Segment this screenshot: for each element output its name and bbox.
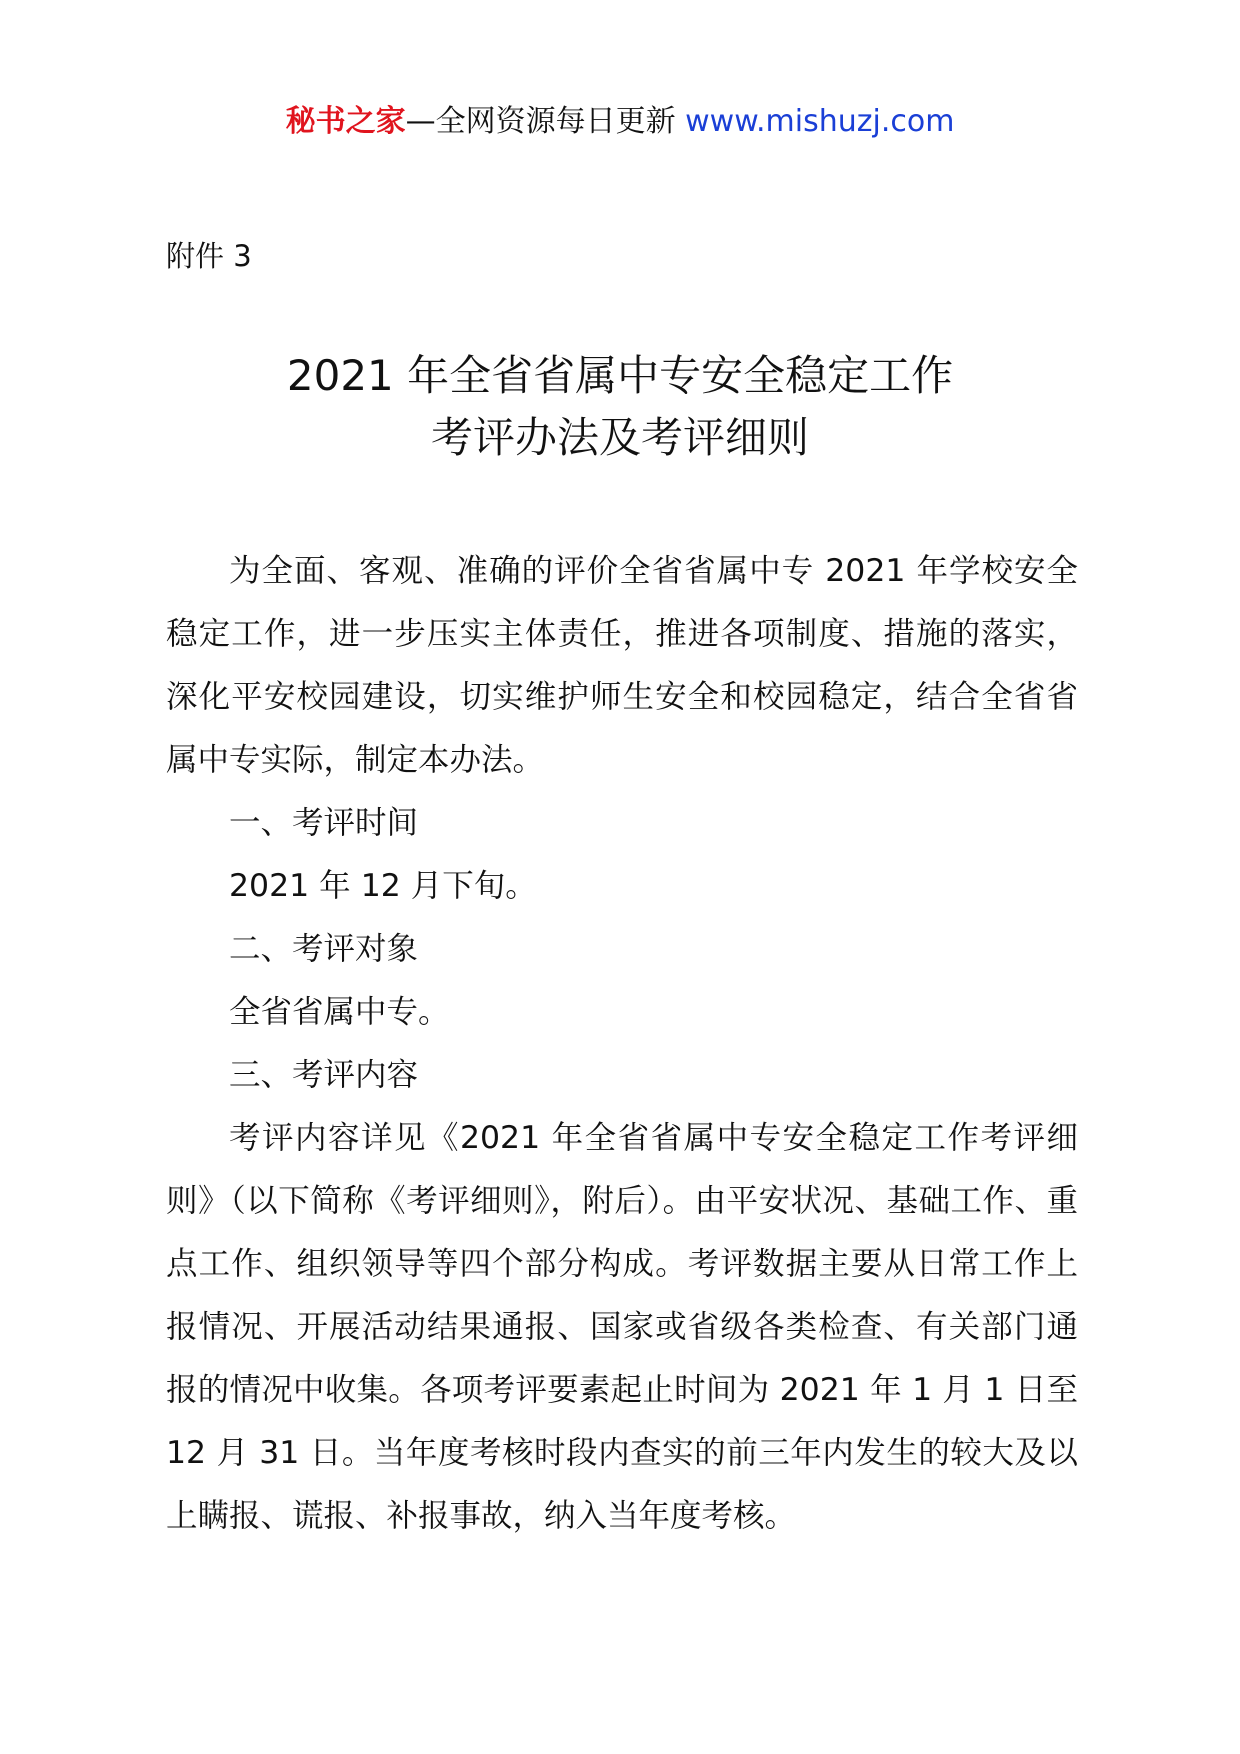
site-brand: 秘书之家 [285,104,406,139]
section-text-content: 考评内容详见《2021 年全省省属中专安全稳定工作考评细则》（以下简称《考评细则》，附后）。由平安状况、基础工作、重点工作、组织领导等四个部分构成。考评数据主要从日常工作上报情况、开展活动结果通报、国家或省级各类检查、有关部门通报的情况中收集。各项考评要素起止时间为 2021 年 1 月 1 日至 12 月 31 日。当年度考核时段内查实的前三年内发生的较大及以上瞒报、谎报、补报事故，纳入当年度考核。 [166,1120,1078,1534]
document-body [166,540,1078,1548]
site-slogan: —全网资源每日更新 [405,104,676,139]
attachment-label: 附件 3 [166,239,252,273]
site-url-link[interactable]: www.mishuzj.com [685,104,955,139]
site-header [0,102,1240,142]
section-text-time: 2021 年 12 月下旬。 [229,868,537,904]
title-line-2: 考评办法及考评细则 [430,413,809,462]
intro-paragraph: 为全面、客观、准确的评价全省省属中专 2021 年学校安全稳定工作，进一步压实主体责任，推进各项制度、措施的落实，深化平安校园建设，切实维护师生安全和校园稳定，结合全省省属中专实际，制定本办法。 [166,553,1078,778]
section-heading-target: 二、考评对象 [229,931,419,967]
section-text-target: 全省省属中专。 [229,994,450,1030]
title-line-1: 2021 年全省省属中专安全稳定工作 [286,351,954,400]
section-heading-time: 一、考评时间 [229,805,419,841]
section-heading-content: 三、考评内容 [229,1057,419,1093]
document-title [0,345,1240,469]
